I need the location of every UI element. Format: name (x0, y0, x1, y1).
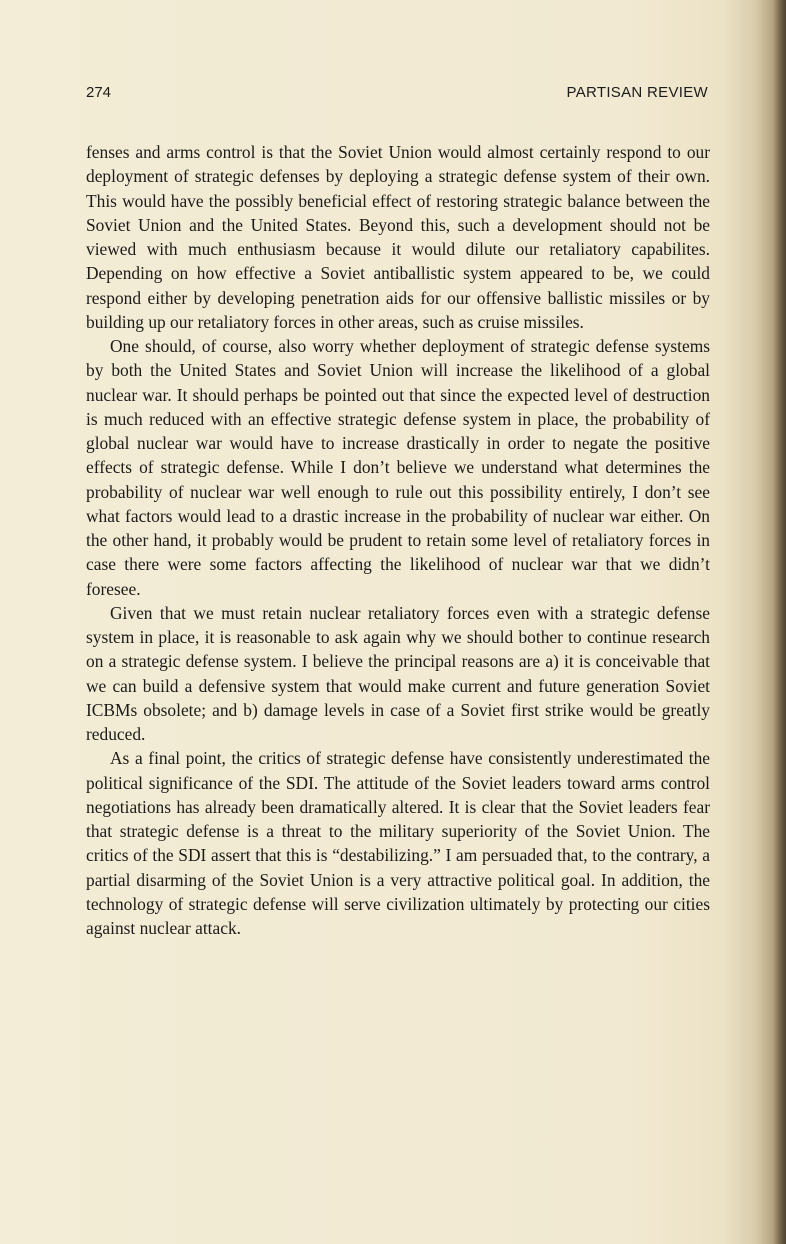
paragraph-4: As a final point, the critics of strategic defense have consistently underestimated the political significance of the SDI. The attitude of the Soviet leaders toward arms control negotiations has already been dramatically altered. It is clear that the Soviet leaders fear that strategic defense is a threat to the military superiority of the Soviet Union. The critics of the SDI assert that this is “destabilizing.” I am persuaded that, to the contrary, a partial disarming of the Soviet Union is a very attractive political goal. In addition, the technology of strategic defense will serve civilization ultimately by protecting our cities against nuclear attack. (86, 748, 710, 938)
paragraph-3: Given that we must retain nuclear retaliatory forces even with a strategic defense system in place, it is reasonable to ask again why we should bother to continue research on a strategic defense system. I believe the principal reasons are a) it is conceivable that we can build a defensive system that would make current and future generation Soviet ICBMs obsolete; and b) damage levels in case of a Soviet first strike would be greatly reduced. (86, 602, 710, 744)
book-spine-shadow (758, 0, 786, 1244)
article-body (86, 140, 710, 940)
running-head (86, 84, 708, 106)
paragraph-2: One should, of course, also worry whether deployment of strategic defense systems by both the United States and Soviet Union will increase the likelihood of a global nuclear war. It should perhaps be pointed out that since the expected level of destruction is much reduced with an effective strategic defense system in place, the probability of global nuclear war would have to increase drastically in order to negate the positive effects of strategic defense. While I don’t believe we understand what determines the probability of nuclear war well enough to rule out this possibility entirely, I don’t see what factors would lead to a drastic increase in the probability of nuclear war either. On the other hand, it probably would be prudent to retain some level of retaliatory forces in case there were some factors affecting the likelihood of nuclear war that we didn’t foresee. (86, 336, 710, 599)
page-number: 274 (86, 84, 112, 101)
paragraph-1: fenses and arms control is that the Soviet Union would almost certainly respond to our deployment of strategic defenses by deploying a strategic defense system of their own. This would have the possibly beneficial effect of restoring strategic balance between the Soviet Union and the United States. Beyond this, such a development should not be viewed with much enthusiasm because it would dilute our retaliatory capabilites. Depending on how effective a Soviet antiballistic system appeared to be, we could respond either by developing penetration aids for our offensive ballistic missiles or by building up our retaliatory forces in other areas, such as cruise missiles. (86, 142, 710, 332)
journal-title: PARTISAN REVIEW (566, 84, 708, 101)
